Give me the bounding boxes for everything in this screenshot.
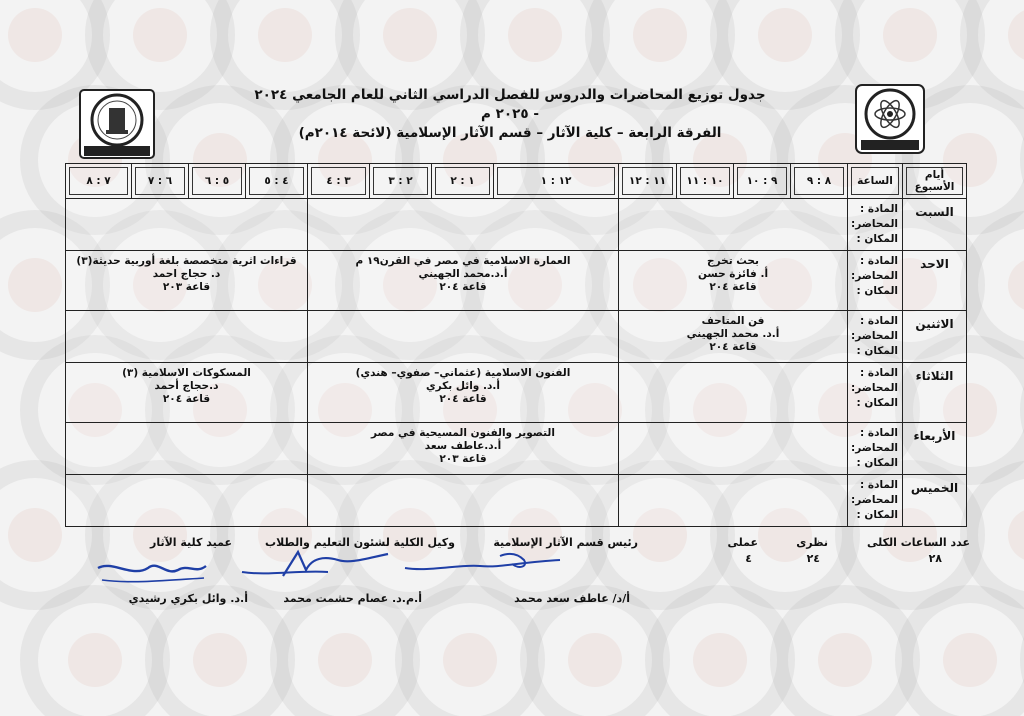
- vice-dean-title: وكيل الكلية لشئون التعليم والطلاب: [265, 536, 455, 549]
- title-line-2: الفرقة الرابعة – كلية الآثار – قسم الآثار الإسلامية (لائحة ٢٠١٤م): [298, 125, 722, 141]
- day-name: الاثنين: [903, 311, 967, 363]
- slot-header: ٤ : ٥: [246, 164, 308, 199]
- slot-cell: [308, 199, 619, 251]
- lecture-lecturer: د.حجاج أحمد: [154, 380, 219, 392]
- day-row-saturday: [66, 199, 967, 251]
- day-name: الاحد: [903, 251, 967, 311]
- row-labels: المادة : المحاضر: المكان :: [848, 363, 903, 423]
- theory-value: ٢٤: [806, 552, 820, 565]
- lecture-room: قاعة ٢٠٤: [709, 281, 757, 293]
- row-labels: المادة : المحاضر: المكان :: [848, 199, 903, 251]
- header-row: [66, 164, 967, 199]
- slot-header: ١٢ : ١: [494, 164, 619, 199]
- lecture-title: المسكوكات الاسلامية (٣): [122, 367, 251, 379]
- lecture-room: قاعة ٢٠٤: [162, 393, 211, 405]
- day-row-sunday: [66, 251, 967, 311]
- lecture-title: الفنون الاسلامية (عثماني– صفوي– هندي): [355, 367, 571, 379]
- lecture-room: قاعة ٢٠٤: [439, 393, 487, 405]
- slot-header: ٨ : ٩: [791, 164, 848, 199]
- slot-header: ٧ : ٨: [66, 164, 132, 199]
- slot-cell: [308, 475, 619, 527]
- row-labels: المادة : المحاضر: المكان :: [848, 311, 903, 363]
- slot-header: ٩ : ١٠: [734, 164, 791, 199]
- lecture-lecturer: أ.د.عاطف سعد: [424, 440, 502, 452]
- slot-header: ١ : ٢: [432, 164, 494, 199]
- total-hours-value: ٢٨: [928, 552, 942, 565]
- signature-head-dept: [400, 548, 570, 578]
- day-row-thursday: [66, 475, 967, 527]
- slot-cell: [619, 475, 848, 527]
- lecture-title: العمارة الاسلامية في مصر في القرن١٩ م: [355, 255, 571, 267]
- lecture-title: بحث تخرج: [707, 255, 759, 267]
- lecture-cell: [308, 251, 619, 311]
- lecture-lecturer: د. حجاج احمد: [152, 268, 221, 280]
- slot-cell: [66, 199, 308, 251]
- slot-header: ١١ : ١٢: [619, 164, 677, 199]
- day-row-tuesday: [66, 363, 967, 423]
- slot-cell: [66, 423, 308, 475]
- lecture-title: فن المتاحف: [701, 315, 765, 327]
- lecture-cell: [66, 363, 308, 423]
- head-dept-title: رئيس قسم الآثار الإسلامية: [493, 536, 638, 549]
- lecture-room: قاعة ٢٠٤: [439, 281, 487, 293]
- day-name: الخميس: [903, 475, 967, 527]
- slot-cell: [619, 423, 848, 475]
- lecture-cell: [619, 311, 848, 363]
- slot-cell: [308, 311, 619, 363]
- slot-cell: [619, 363, 848, 423]
- lecture-lecturer: أ.د. وائل بكري: [426, 380, 500, 392]
- day-name: الأربعاء: [903, 423, 967, 475]
- document-title: [250, 86, 770, 143]
- vice-dean-name: أ.م.د. عصام حشمت محمد: [283, 592, 422, 605]
- practical-label: عملى: [727, 536, 758, 549]
- dean-title: عميد كلية الآثار: [150, 536, 232, 549]
- lecture-cell: [66, 251, 308, 311]
- slot-header: ٢ : ٣: [370, 164, 432, 199]
- slot-cell: [66, 311, 308, 363]
- time-header: الساعة: [848, 164, 903, 199]
- lecture-room: قاعة ٢٠٣: [162, 281, 211, 293]
- corner-header: أيام الأسبوع: [903, 164, 967, 199]
- practical-value: ٤: [745, 552, 752, 565]
- lecture-cell: [619, 251, 848, 311]
- lecture-lecturer: أ.د.محمد الجهيني: [418, 268, 508, 280]
- lecture-title: التصوير والفنون المسيحية في مصر: [371, 427, 555, 439]
- slot-header: ١٠ : ١١: [677, 164, 734, 199]
- slot-cell: [66, 475, 308, 527]
- row-labels: المادة : المحاضر: المكان :: [848, 423, 903, 475]
- day-name: الثلاثاء: [903, 363, 967, 423]
- slot-header: ٣ : ٤: [308, 164, 370, 199]
- row-labels: المادة : المحاضر: المكان :: [848, 475, 903, 527]
- slot-header: ٦ : ٧: [132, 164, 189, 199]
- lecture-lecturer: أ.د. محمد الجهيني: [686, 328, 780, 340]
- row-labels: المادة : المحاضر: المكان :: [848, 251, 903, 311]
- slot-cell: [619, 199, 848, 251]
- lecture-lecturer: أ. فائزة حسن: [697, 268, 769, 280]
- lecture-room: قاعة ٢٠٤: [709, 341, 757, 353]
- day-row-wednesday: [66, 423, 967, 475]
- slot-header: ٥ : ٦: [189, 164, 246, 199]
- head-dept-name: أ/د/ عاطف سعد محمد: [514, 592, 630, 605]
- university-logo: [855, 84, 925, 154]
- lecture-room: قاعة ٢٠٣: [439, 453, 487, 465]
- title-line-1: جدول توزيع المحاضرات والدروس للفصل الدراسي الثاني للعام الجامعي ٢٠٢٤ - ٢٠٢٥ م: [254, 87, 766, 122]
- schedule-table: [65, 163, 967, 527]
- faculty-logo: [78, 88, 156, 160]
- signature-dean: [92, 550, 212, 588]
- day-row-monday: [66, 311, 967, 363]
- lecture-cell: [308, 423, 619, 475]
- theory-label: نظرى: [796, 536, 828, 549]
- dean-name: أ.د. وائل بكري رشيدي: [128, 592, 248, 605]
- lecture-cell: [308, 363, 619, 423]
- total-hours-label: عدد الساعات الكلى: [866, 536, 970, 549]
- signature-vice-dean: [238, 546, 398, 582]
- lecture-title: قراءات اثرية متخصصة بلغة أوربية حديثة(٣): [76, 255, 297, 267]
- day-name: السبت: [903, 199, 967, 251]
